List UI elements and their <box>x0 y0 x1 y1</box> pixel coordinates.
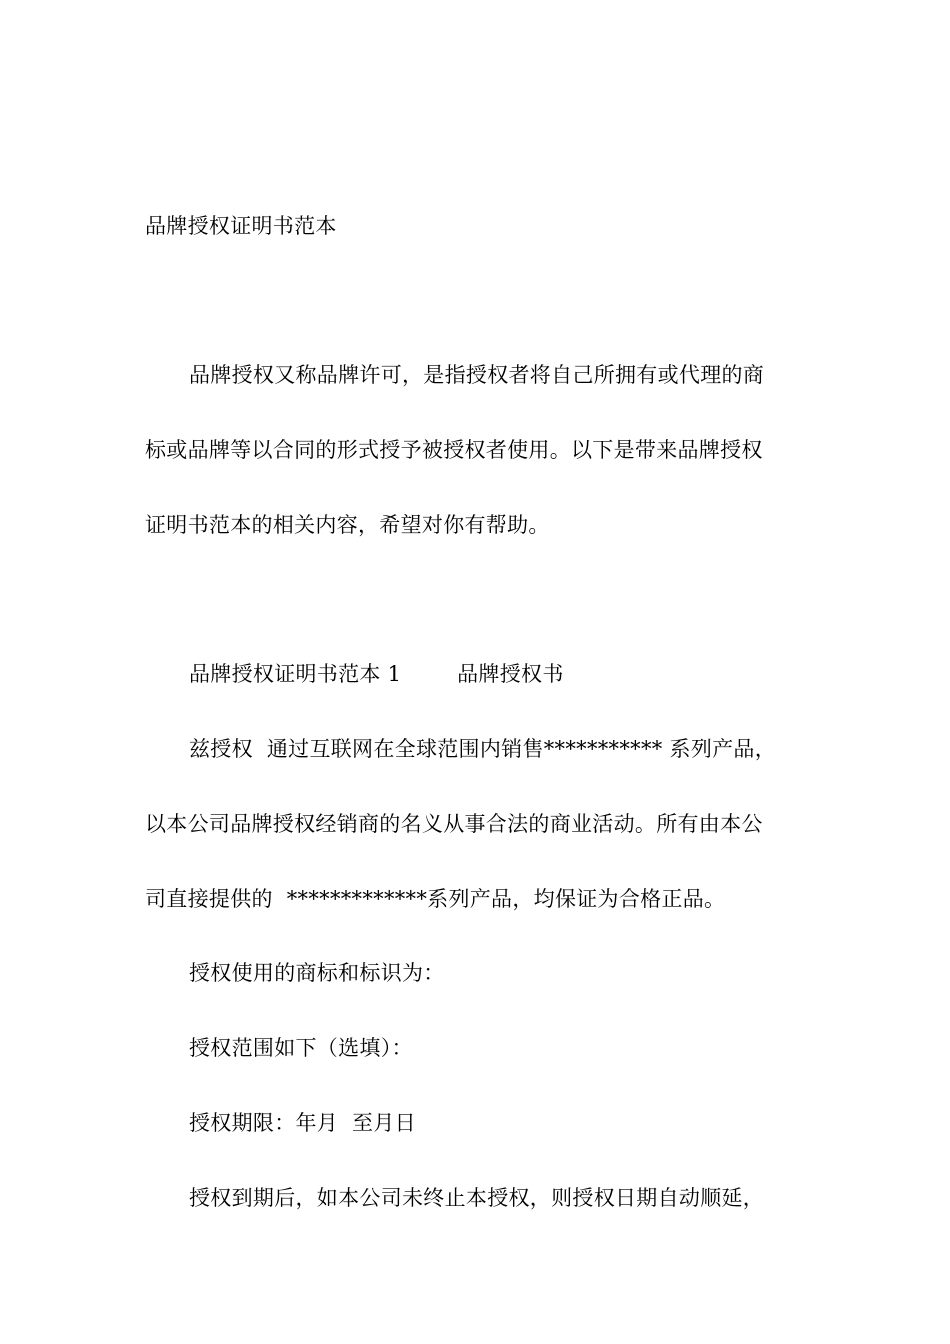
intro-line-2: 标或品牌等以合同的形式授予被授权者使用。以下是带来品牌授权 <box>145 438 763 462</box>
scope-line: 授权范围如下（选填）： <box>189 1036 413 1060</box>
trademark-line: 授权使用的商标和标识为： <box>189 961 445 985</box>
body-line-2: 以本公司品牌授权经销商的名义从事合法的商业活动。所有由本公 <box>145 812 763 836</box>
body-line-3: 司直接提供的 *************系列产品，均保证为合格正品。 <box>145 887 726 911</box>
document-title: 品牌授权证明书范本 <box>145 214 337 238</box>
expiry-line: 授权到期后，如本公司未终止本授权，则授权日期自动顺延， <box>189 1186 765 1210</box>
intro-line-3: 证明书范本的相关内容，希望对你有帮助。 <box>145 513 550 537</box>
period-line: 授权期限：年月 至月日 <box>189 1111 416 1135</box>
body-line-1: 兹授权 通过互联网在全球范围内销售*********** 系列产品， <box>189 737 777 761</box>
intro-line-1: 品牌授权又称品牌许可，是指授权者将自己所拥有或代理的商 <box>189 363 765 387</box>
section-heading: 品牌授权证明书范本 1 品牌授权书 <box>189 662 564 686</box>
